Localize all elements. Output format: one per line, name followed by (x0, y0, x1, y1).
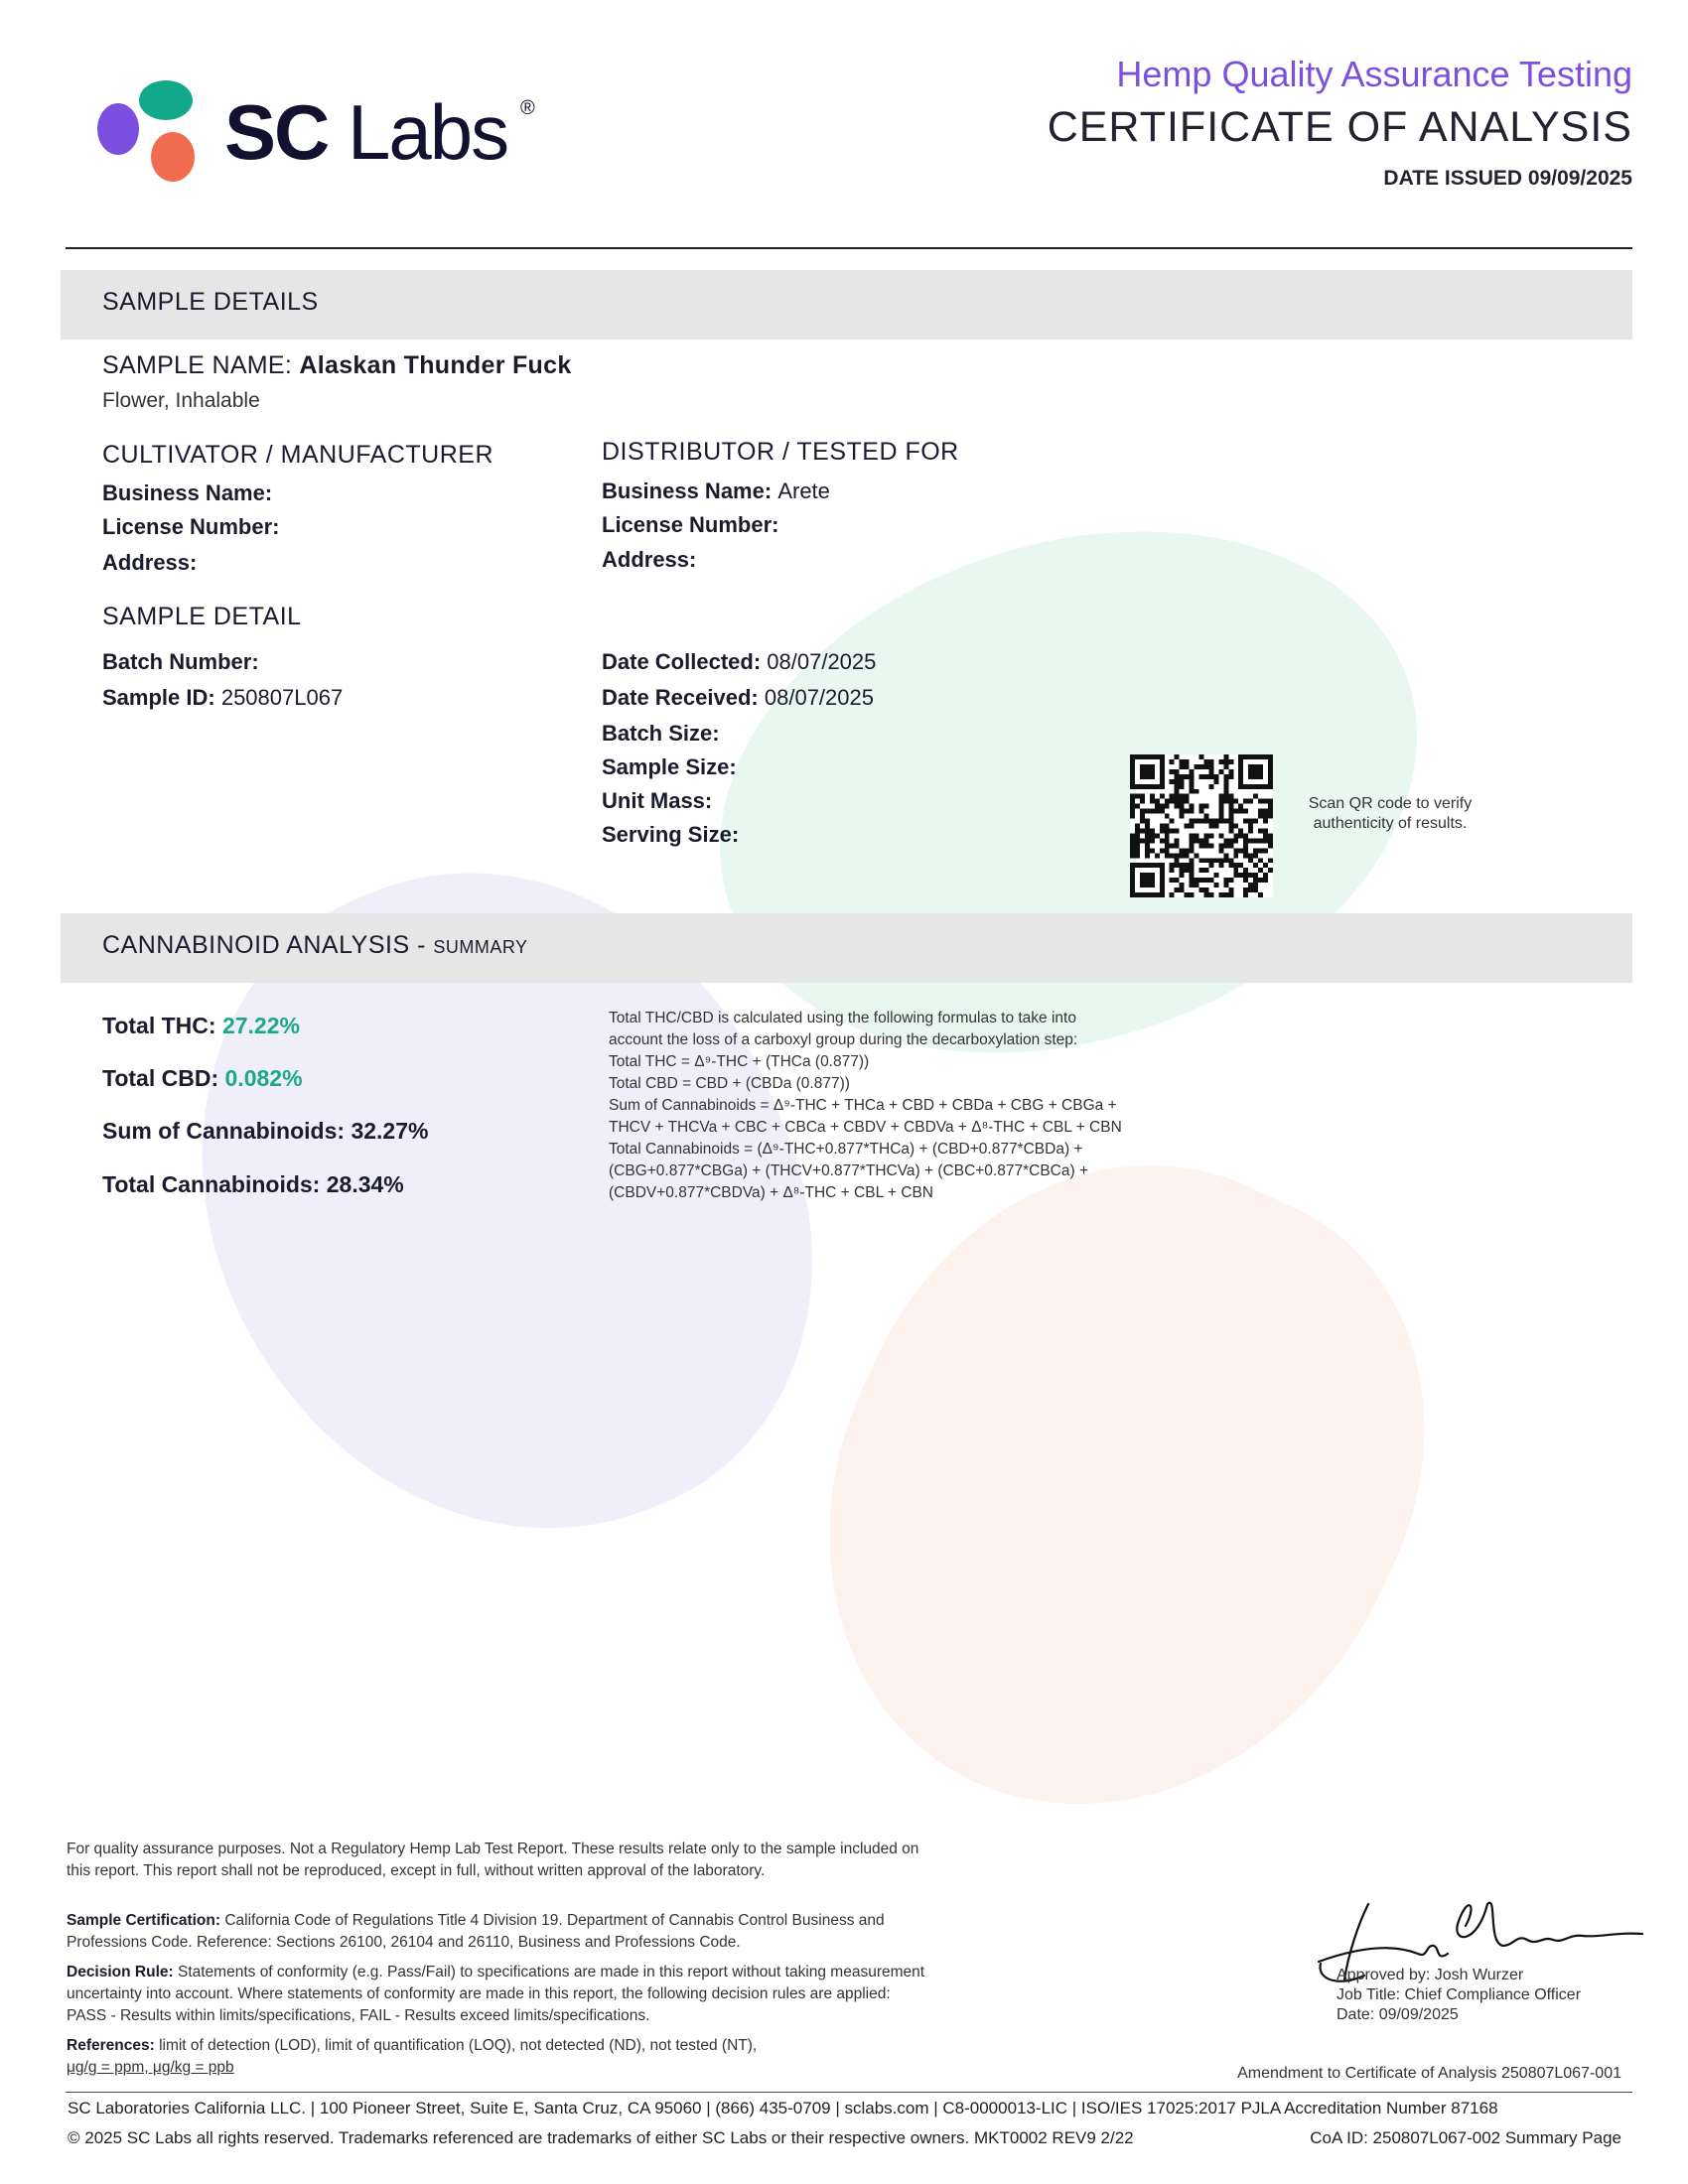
calculation-formulas (609, 1008, 1204, 1204)
date-issued: DATE ISSUED 09/09/2025 (1383, 167, 1632, 190)
distributor-business-name: Business Name: Arete (602, 478, 830, 503)
cultivator-license-number: License Number: (102, 514, 280, 539)
total-cannabinoids: Total Cannabinoids: 28.34% (102, 1171, 404, 1197)
logo-wordmark: SC Labs (224, 88, 508, 176)
logo-mark-icon (95, 77, 205, 187)
total-thc: Total THC: 27.22% (102, 1013, 300, 1038)
sample-type: Flower, Inhalable (102, 389, 260, 412)
references: References: limit of detection (LOD), limit of quantification (LOQ), not detected (ND), not tested (NT), μg/g = ppm, μg/kg = ppb (67, 2037, 758, 2076)
unit-mass: Unit Mass: (602, 788, 713, 813)
formula-line: Total Cannabinoids = (Δ⁹-THC+0.877*THCa) + (CBD+0.877*CBDa) + (609, 1141, 1083, 1158)
sum-of-cannabinoids: Sum of Cannabinoids: 32.27% (102, 1118, 429, 1144)
formula-line: THCV + THCVa + CBC + CBCa + CBDV + CBDVa + Δ⁸-THC + CBL + CBN (609, 1119, 1122, 1136)
formula-line: Sum of Cannabinoids = Δ⁹-THC + THCa + CBD + CBDa + CBG + CBGa + (609, 1097, 1117, 1114)
footer-divider (66, 2092, 1632, 2093)
distributor-license-number: License Number: (602, 512, 779, 537)
distributor-heading: DISTRIBUTOR / TESTED FOR (602, 438, 959, 466)
distributor-address: Address: (602, 547, 697, 572)
qr-code-icon[interactable] (1130, 754, 1273, 897)
cultivator-address: Address: (102, 550, 198, 575)
formula-line: Total CBD = CBD + (CBDa (0.877)) (609, 1075, 850, 1092)
sample-name: SAMPLE NAME: Alaskan Thunder Fuck (102, 351, 572, 379)
sample-certification: Sample Certification: California Code of Regulations Title 4 Division 19. Department of Cannabis Control Business and Professions Code. Reference: Sections 26100, 26104 and 26110, Business and Professions Code. (67, 1912, 885, 1951)
sample-size: Sample Size: (602, 754, 737, 779)
sample-details-title: SAMPLE DETAILS (102, 288, 319, 316)
qr-caption: Scan QR code to verify authenticity of results. (1308, 795, 1473, 832)
formula-line: Total THC = Δ⁹-THC + (THCa (0.877)) (609, 1053, 870, 1070)
header-divider (66, 247, 1632, 249)
date-collected: Date Collected: 08/07/2025 (602, 649, 877, 674)
qa-disclaimer: For quality assurance purposes. Not a Regulatory Hemp Lab Test Report. These results relate only to the sample included on this report. This report shall not be reproduced, except in full, without written approval of the laboratory. (67, 1841, 919, 1879)
cultivator-heading: CULTIVATOR / MANUFACTURER (102, 441, 494, 469)
formula-line: (CBG+0.877*CBGa) + (THCV+0.877*THCVa) + (CBC+0.877*CBCa) + (609, 1162, 1088, 1179)
header-subtitle: Hemp Quality Assurance Testing (1116, 54, 1632, 94)
batch-size: Batch Size: (602, 721, 720, 746)
serving-size: Serving Size: (602, 822, 740, 847)
amendment-note: Amendment to Certificate of Analysis 250807L067-001 (1237, 2065, 1621, 2082)
approved-by: Approved by: Josh Wurzer (1336, 1967, 1524, 1983)
logo-registered-mark: ® (520, 97, 535, 119)
cultivator-business-name: Business Name: (102, 480, 273, 505)
approval-block (1336, 1966, 1581, 2025)
decision-rule: Decision Rule: Statements of conformity (e.g. Pass/Fail) to specifications are made in this report without taking measurement uncertainty into account. Where statements of conformity are made in this report, the following decision rules are applied: PASS - Results within limits/specifications, FAIL - Results exceed limits/specifications. (67, 1964, 925, 2024)
formula-line: (CBDV+0.877*CBDVa) + Δ⁸-THC + CBL + CBN (609, 1184, 933, 1201)
sample-id: Sample ID: 250807L067 (102, 685, 344, 710)
approval-date: Date: 09/09/2025 (1336, 2006, 1459, 2023)
total-cbd: Total CBD: 0.082% (102, 1065, 303, 1091)
formula-line: account the loss of a carboxyl group during the decarboxylation step: (609, 1031, 1078, 1048)
job-title: Job Title: Chief Compliance Officer (1336, 1986, 1582, 2003)
batch-number: Batch Number: (102, 649, 259, 674)
cannabinoid-title: CANNABINOID ANALYSIS - SUMMARY (102, 931, 528, 959)
sample-detail-heading: SAMPLE DETAIL (102, 603, 302, 630)
date-received: Date Received: 08/07/2025 (602, 685, 874, 710)
copyright: © 2025 SC Labs all rights reserved. Trademarks referenced are trademarks of either SC Labs or their respective owners. MKT0002 REV9 2/22 (68, 2128, 1134, 2147)
company-info: SC Laboratories California LLC. | 100 Pioneer Street, Suite E, Santa Cruz, CA 95060 | (866) 435-0709 | sclabs.com | C8-0000013-LIC | ISO/IES 17025:2017 PJLA Accreditation Number 87168 (68, 2099, 1498, 2117)
header-title: CERTIFICATE OF ANALYSIS (1047, 103, 1632, 151)
coa-id: CoA ID: 250807L067-002 Summary Page (1310, 2128, 1621, 2147)
formula-line: Total THC/CBD is calculated using the following formulas to take into (609, 1010, 1076, 1026)
